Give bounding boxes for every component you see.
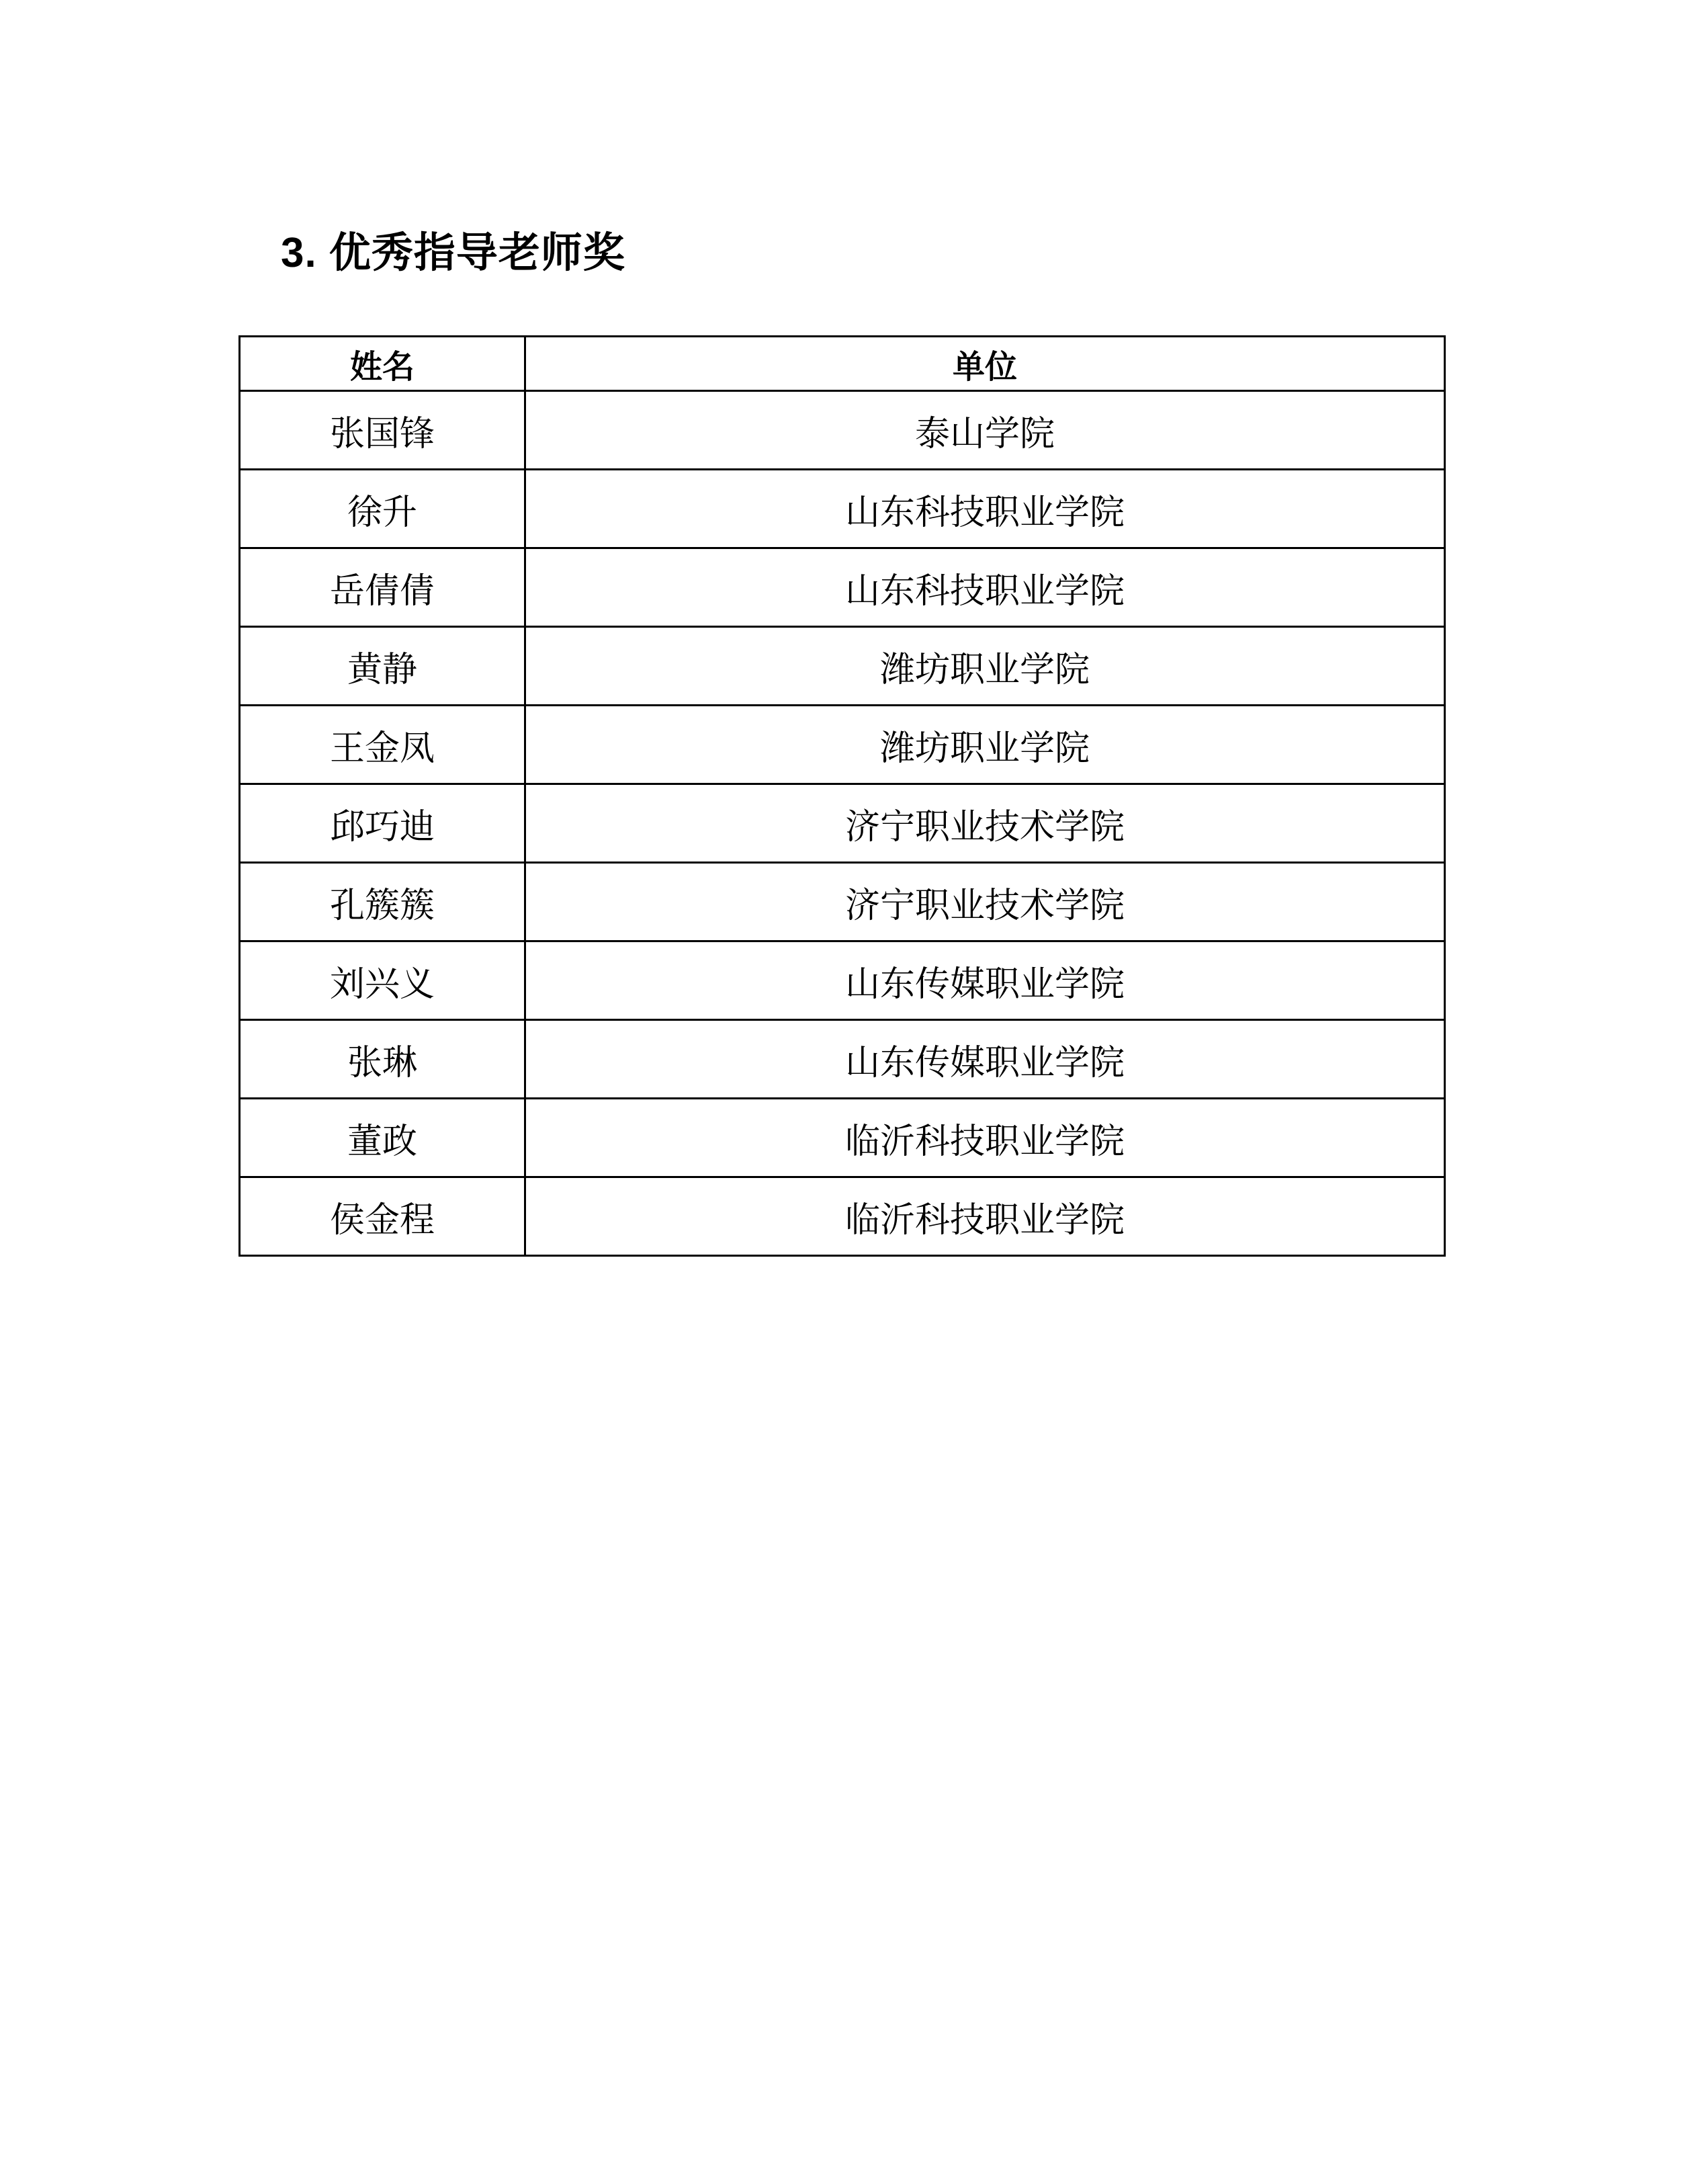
unit-cell: 山东科技职业学院: [525, 548, 1445, 627]
table-row: [240, 941, 1445, 1020]
header-unit: 单位: [525, 337, 1445, 391]
name-cell: 张国锋: [240, 391, 525, 470]
name-cell: 徐升: [240, 470, 525, 548]
table-row: [240, 863, 1445, 941]
unit-cell: 潍坊职业学院: [525, 627, 1445, 706]
unit-cell: 济宁职业技术学院: [525, 784, 1445, 863]
unit-cell: 济宁职业技术学院: [525, 863, 1445, 941]
name-cell: 刘兴义: [240, 941, 525, 1020]
name-cell: 孔簇簇: [240, 863, 525, 941]
table-row: [240, 548, 1445, 627]
table-row: [240, 1099, 1445, 1177]
table-body: [240, 391, 1445, 1256]
unit-cell: 临沂科技职业学院: [525, 1177, 1445, 1256]
unit-cell: 山东科技职业学院: [525, 470, 1445, 548]
name-cell: 王金凤: [240, 706, 525, 784]
header-name: 姓名: [240, 337, 525, 391]
table-row: [240, 1020, 1445, 1099]
name-cell: 岳倩倩: [240, 548, 525, 627]
table-row: [240, 706, 1445, 784]
name-cell: 侯金程: [240, 1177, 525, 1256]
section-title: 3. 优秀指导老师奖: [281, 230, 625, 276]
table-row: [240, 470, 1445, 548]
table-header-row: [240, 337, 1445, 391]
table-row: [240, 627, 1445, 706]
unit-cell: 山东传媒职业学院: [525, 941, 1445, 1020]
unit-cell: 泰山学院: [525, 391, 1445, 470]
unit-cell: 潍坊职业学院: [525, 706, 1445, 784]
unit-cell: 山东传媒职业学院: [525, 1020, 1445, 1099]
table-row: [240, 391, 1445, 470]
table-row: [240, 1177, 1445, 1256]
awards-table: [238, 335, 1446, 1257]
name-cell: 黄静: [240, 627, 525, 706]
name-cell: 张琳: [240, 1020, 525, 1099]
name-cell: 邱巧迪: [240, 784, 525, 863]
table-row: [240, 784, 1445, 863]
unit-cell: 临沂科技职业学院: [525, 1099, 1445, 1177]
name-cell: 董政: [240, 1099, 525, 1177]
